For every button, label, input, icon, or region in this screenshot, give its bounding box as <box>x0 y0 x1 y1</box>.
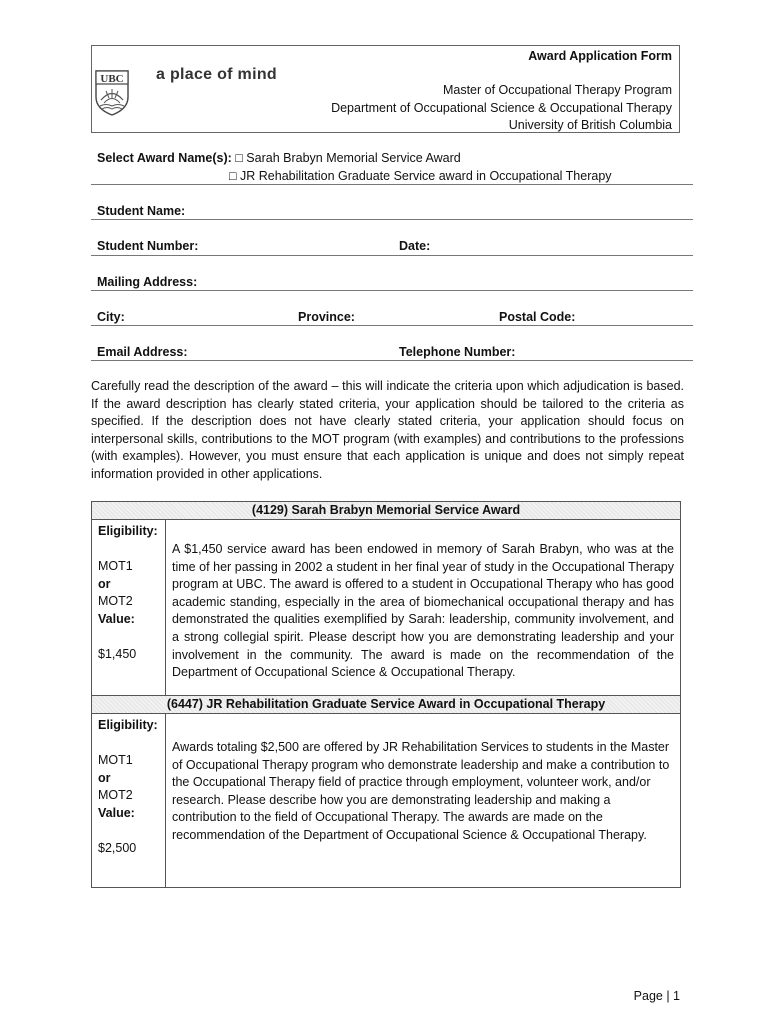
page-number: Page | 1 <box>633 989 680 1003</box>
eligibility-cell <box>92 520 166 696</box>
eligibility-or: or <box>98 576 111 591</box>
divider <box>91 184 693 185</box>
form-title: Award Application Form <box>528 49 672 63</box>
award-value: $2,500 <box>98 841 137 856</box>
award-header-row <box>92 696 681 714</box>
awards-table <box>91 501 681 888</box>
student-number-field[interactable]: Student Number: <box>97 239 199 253</box>
eligibility-or: or <box>98 770 111 785</box>
award-value: $1,450 <box>98 647 137 662</box>
award-row-jr-rehabilitation <box>92 714 681 888</box>
student-number-line <box>91 255 693 256</box>
city-line <box>91 325 693 326</box>
program-name: Master of Occupational Therapy Program <box>442 83 672 97</box>
email-line <box>91 360 693 361</box>
department-name: Department of Occupational Science & Occupational Therapy <box>331 101 672 115</box>
award-option-sarah-brabyn-checkbox[interactable]: □ Sarah Brabyn Memorial Service Award <box>235 151 461 165</box>
date-field[interactable]: Date: <box>399 239 431 253</box>
province-field[interactable]: Province: <box>298 310 355 324</box>
telephone-number-field[interactable]: Telephone Number: <box>399 345 516 359</box>
award-selection <box>97 151 461 165</box>
tagline: a place of mind <box>156 66 277 83</box>
award-option-jr-rehabilitation-checkbox[interactable]: □ JR Rehabilitation Graduate Service award in Occupational Therapy <box>229 169 612 183</box>
eligibility-cell <box>92 714 166 888</box>
eligibility-mot1: MOT1 <box>98 559 133 574</box>
value-label: Value: <box>98 805 135 820</box>
eligibility-label: Eligibility: <box>98 524 158 538</box>
email-address-field[interactable]: Email Address: <box>97 345 188 359</box>
letterhead <box>91 45 680 133</box>
ubc-crest-logo <box>92 65 132 117</box>
award-header-row <box>92 502 681 520</box>
eligibility-label: Eligibility: <box>98 718 158 732</box>
mailing-address-line <box>91 290 693 291</box>
eligibility-mot1: MOT1 <box>98 753 133 768</box>
city-field[interactable]: City: <box>97 310 125 324</box>
logo-text: UBC <box>100 73 124 85</box>
postal-code-field[interactable]: Postal Code: <box>499 310 576 324</box>
student-name-field[interactable]: Student Name: <box>97 204 186 218</box>
value-label: Value: <box>98 611 135 626</box>
award-description: A $1,450 service award has been endowed in memory of Sarah Brabyn, who was at the time of her passing in 2002 a student in her final year of study in the Occupational Therapy program at UBC. The award is offered to a student in Occupational Therapy who has good academic standing, especially in the area of biomechanical occupational therapy and has demonstrated the qualities exemplified by Sarah: leadership, community involvement, and a strong collegial spirit. Please descript how you are demonstrating leadership and your involvement in the community. The award is made on the recommendation of the Department of Occupational Science & Occupational Therapy. <box>166 520 681 696</box>
university-name: University of British Columbia <box>508 118 672 132</box>
award-description: Awards totaling $2,500 are offered by JR Rehabilitation Services to students in the Master of Occupational Therapy program who demonstrate leadership and make a contribution to the Occupational Therapy field of practice through employment, volunteer work, and/or research. Please describe how you are demonstrating leadership and making a contribution to the field of Occupational Therapy. The awards are made on the recommendation of the Department of Occupational Science & Occupational Therapy. <box>166 714 681 888</box>
award-title-jr-rehabilitation: (6447) JR Rehabilitation Graduate Service Award in Occupational Therapy <box>92 696 681 714</box>
award-row-sarah-brabyn <box>92 520 681 696</box>
award-selection-label: Select Award Name(s): <box>97 151 232 165</box>
mailing-address-field[interactable]: Mailing Address: <box>97 275 198 289</box>
eligibility-mot2: MOT2 <box>98 788 133 803</box>
award-title-sarah-brabyn: (4129) Sarah Brabyn Memorial Service Award <box>92 502 681 520</box>
student-name-line <box>91 219 693 220</box>
instructions-paragraph: Carefully read the description of the award – this will indicate the criteria upon which adjudication is based. If the award description has clearly stated criteria, your application should be tailored to the criteria as specified. If the description does not have clearly stated criteria, your application should focus on interpersonal skills, contributions to the MOT program (with examples) and contributions to the professions (with examples). However, you must ensure that each application is unique and does not simply repeat information provided in other applications. <box>91 379 684 481</box>
eligibility-mot2: MOT2 <box>98 594 133 609</box>
